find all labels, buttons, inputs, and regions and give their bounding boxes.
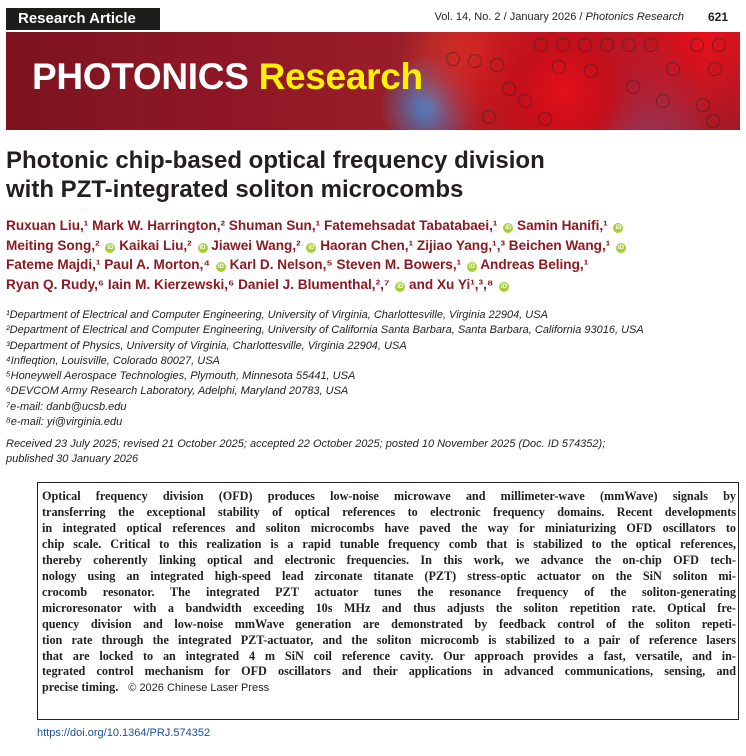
abstract-line: tion rate through the integrated PZT-actuator, and the soliton microcomb is stabilized to a pair of reference lasers [42,632,736,647]
running-header [0,8,746,30]
article-title [6,146,726,204]
abstract-line: microresonator with a bandwidth exceeding 10s MHz and thus adjusts the soliton repetition rate. Optical fre- [42,600,736,615]
journal-logo [32,54,423,100]
abstract-line: tegrated control mechanism for OFD oscillators and their applications in advanced communications, sensing, and [42,664,736,679]
author-line: Fateme Majdi,¹ Paul A. Morton,⁴ iD Karl D. Nelson,⁵ Steven M. Bowers,¹ iD Andreas Beling,¹ [6,257,589,272]
journal-name: Photonics Research [585,11,684,23]
orcid-icon[interactable]: iD [501,283,508,290]
abstract-line: nology using an integrated high-speed lead zirconate titanate (PZT) stress-optic actuator on the SiN soliton mi- [42,568,736,583]
orcid-icon[interactable]: iD [308,244,315,251]
article-type-badge: Research Article [6,8,160,30]
page-number: 621 [707,10,728,24]
author-list [6,216,742,294]
orcid-icon[interactable]: iD [217,264,224,270]
abstract-last-line [42,680,736,697]
affiliation-item: ⁴Infleqtion, Louisville, Colorado 80027, USA [6,354,220,367]
affiliation-item: ³Department of Physics, University of Virginia, Charlottesville, Virginia 22904, USA [6,339,407,352]
affiliation-item: ²Department of Electrical and Computer Engineering, University of California Santa Barbara, Santa Barbara, California 93016, USA [6,324,644,337]
abstract-line: chip scale. Critical to this realization is a rapid tunable frequency comb that is stabilized to the optical references, [42,536,736,551]
publication-history [6,437,726,467]
abstract-line: in integrated optical references and soliton microcombs have paved the way for miniaturizing OFD oscillators to [42,520,736,535]
orcid-icon[interactable]: iD [397,283,404,290]
abstract-line: precise timing. [42,680,119,695]
abstract-line: Optical frequency division (OFD) produces low-noise microwave and millimeter-wave (mmWave) signals by [42,489,736,503]
abstract [42,489,736,697]
abstract-line: crocomb resonator. The integrated PZT actuator tunes the resonance frequency of the soliton-generating [42,584,736,599]
author-line: Ruxuan Liu,¹ Mark W. Harrington,² Shuman Sun,¹ Fatemehsadat Tabatabaei,¹ iD Samin Hanifi,¹ iD [6,218,622,233]
title-line: with PZT-integrated soliton microcombs [6,176,464,203]
orcid-icon[interactable]: iD [615,225,622,231]
history-line: published 30 January 2026 [6,453,139,465]
email-item[interactable]: ⁸e-mail: yi@virginia.edu [6,416,123,429]
journal-banner [6,32,740,130]
orcid-icon[interactable]: iD [505,225,512,231]
abstract-line: quency division and low-noise mmWave generation are demonstrated by feedback control of the soliton repeti- [42,616,736,631]
history-line: Received 23 July 2025; revised 21 October 2025; accepted 22 October 2025; posted 10 November 2025 (Doc. ID 574352); [6,438,606,450]
abstract-line: transferring the exceptional stability of optical references to electronic frequency domains. Recent developments [42,504,736,519]
journal-volume-info: Vol. 14, No. 2 / January 2026 / [434,11,586,23]
abstract-line: that are locked to an integrated 4 m SiN coil reference cavity. Our approach provides a fast, versatile, and in- [42,648,736,663]
orcid-icon[interactable]: iD [618,244,625,251]
email-item[interactable]: ⁷e-mail: danb@ucsb.edu [6,400,127,413]
orcid-icon[interactable]: iD [199,244,206,251]
copyright-notice: © 2026 Chinese Laser Press [128,682,270,695]
orcid-icon[interactable]: iD [468,264,475,270]
affiliation-item: ¹Department of Electrical and Computer Engineering, University of Virginia, Charlottesville, Virginia 22904, USA [6,309,548,321]
affiliation-list [6,308,742,430]
orcid-icon[interactable]: iD [107,244,114,251]
journal-citation [435,11,685,23]
doi-link[interactable]: https://doi.org/10.1364/PRJ.574352 [37,727,211,739]
author-line: Meiting Song,² iD Kaikai Liu,² iD Jiawei Wang,² iD Haoran Chen,¹ Zijiao Yang,¹,³ Beichen Wang,¹ iD [6,237,625,253]
title-line: Photonic chip-based optical frequency division [6,147,545,174]
author-line: Ryan Q. Rudy,⁶ Iain M. Kierzewski,⁶ Daniel J. Blumenthal,²,⁷ iD and Xu Yi¹,³,⁸ iD [6,276,508,292]
affiliation-item: ⁶DEVCOM Army Research Laboratory, Adelphi, Maryland 20783, USA [6,385,349,398]
abstract-line: thereby coherently linking optical and electronic frequencies. In this work, we advance the on-chip OFD tech- [42,552,736,567]
journal-logo-word-research: Research [258,56,423,97]
journal-logo-word-photonics: PHOTONICS [32,56,249,97]
affiliation-item: ⁵Honeywell Aerospace Technologies, Plymouth, Minnesota 55441, USA [6,370,356,383]
